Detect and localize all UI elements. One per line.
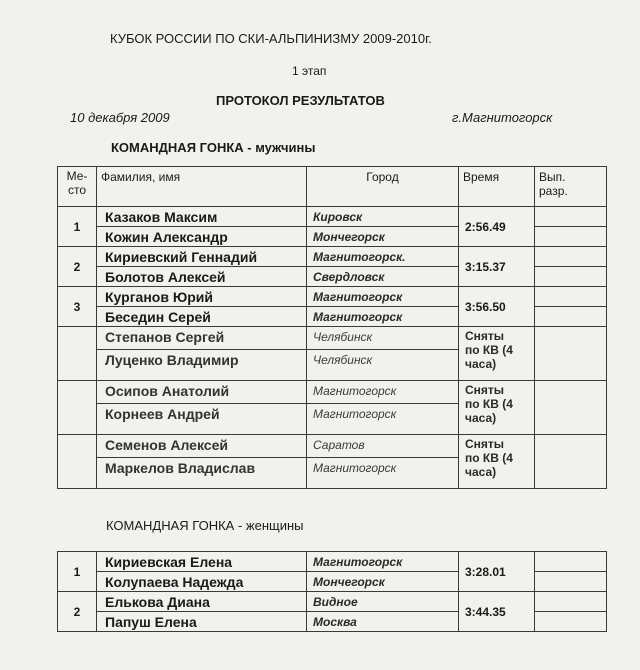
team-time: 3:56.50 <box>459 287 535 327</box>
women-results-table <box>57 551 607 632</box>
table-row <box>58 327 607 350</box>
athlete-city: Кировск <box>307 207 459 227</box>
women-section-title: КОМАНДНАЯ ГОНКА - женщины <box>106 518 304 533</box>
athlete-level <box>535 267 607 287</box>
athlete-city: Саратов <box>307 435 459 458</box>
team-place: 2 <box>58 247 97 287</box>
athlete-level <box>535 612 607 632</box>
table-row <box>58 287 607 307</box>
athlete-city: Видное <box>307 592 459 612</box>
team-place: 1 <box>58 552 97 592</box>
table-row <box>58 381 607 404</box>
team-place <box>58 327 97 381</box>
athlete-name: Колупаева Надежда <box>97 572 307 592</box>
athlete-name: Степанов Сергей <box>97 327 307 350</box>
athlete-level <box>535 287 607 307</box>
athlete-city: Магнитогорск <box>307 552 459 572</box>
table-row <box>58 207 607 227</box>
team-status: Сняты по КВ (4 часа) <box>459 381 535 435</box>
athlete-level <box>535 572 607 592</box>
athlete-name: Осипов Анатолий <box>97 381 307 404</box>
team-time: 2:56.49 <box>459 207 535 247</box>
athlete-city: Магнитогорск <box>307 458 459 489</box>
header-name: Фамилия, имя <box>97 167 307 207</box>
athlete-level <box>535 381 607 435</box>
athlete-level <box>535 307 607 327</box>
table-row <box>58 435 607 458</box>
athlete-name: Беседин Серей <box>97 307 307 327</box>
athlete-name: Семенов Алексей <box>97 435 307 458</box>
athlete-level <box>535 552 607 572</box>
men-section-title: КОМАНДНАЯ ГОНКА - мужчины <box>111 140 316 155</box>
athlete-name: Казаков Максим <box>97 207 307 227</box>
table-row <box>58 592 607 612</box>
athlete-name: Корнеев Андрей <box>97 404 307 435</box>
athlete-city: Мончегорск <box>307 227 459 247</box>
event-location: г.Магнитогорск <box>452 110 553 125</box>
athlete-city: Магнитогорск <box>307 287 459 307</box>
header-time: Время <box>459 167 535 207</box>
event-date: 10 декабря 2009 <box>70 110 170 125</box>
team-place <box>58 435 97 489</box>
athlete-level <box>535 435 607 489</box>
header-level: Вып. разр. <box>535 167 607 207</box>
athlete-city: Челябинск <box>307 350 459 381</box>
team-place: 3 <box>58 287 97 327</box>
athlete-name: Болотов Алексей <box>97 267 307 287</box>
athlete-level <box>535 592 607 612</box>
athlete-city: Магнитогорск. <box>307 247 459 267</box>
stage-label: 1 этап <box>292 64 327 78</box>
athlete-city: Магнитогорск <box>307 307 459 327</box>
team-place <box>58 381 97 435</box>
athlete-city: Москва <box>307 612 459 632</box>
athlete-name: Папуш Елена <box>97 612 307 632</box>
header-city: Город <box>307 167 459 207</box>
athlete-name: Елькова Диана <box>97 592 307 612</box>
header-place: Ме- сто <box>58 167 97 207</box>
team-time: 3:15.37 <box>459 247 535 287</box>
table-row <box>58 552 607 572</box>
athlete-name: Кириевский Геннадий <box>97 247 307 267</box>
athlete-city: Челябинск <box>307 327 459 350</box>
athlete-city: Свердловск <box>307 267 459 287</box>
team-place: 1 <box>58 207 97 247</box>
cup-title: КУБОК РОССИИ ПО СКИ-АЛЬПИНИЗМУ 2009-2010г. <box>110 31 432 46</box>
athlete-name: Маркелов Владислав <box>97 458 307 489</box>
athlete-name: Луценко Владимир <box>97 350 307 381</box>
athlete-level <box>535 227 607 247</box>
athlete-name: Кириевская Елена <box>97 552 307 572</box>
team-status: Сняты по КВ (4 часа) <box>459 435 535 489</box>
athlete-city: Магнитогорск <box>307 381 459 404</box>
athlete-level <box>535 207 607 227</box>
team-status: Сняты по КВ (4 часа) <box>459 327 535 381</box>
athlete-level <box>535 247 607 267</box>
athlete-city: Мончегорск <box>307 572 459 592</box>
team-place: 2 <box>58 592 97 632</box>
protocol-title: ПРОТОКОЛ РЕЗУЛЬТАТОВ <box>216 93 385 108</box>
table-header-row <box>58 167 607 207</box>
athlete-name: Курганов Юрий <box>97 287 307 307</box>
athlete-level <box>535 327 607 381</box>
team-time: 3:44.35 <box>459 592 535 632</box>
table-row <box>58 247 607 267</box>
men-results-table <box>57 166 607 489</box>
athlete-city: Магнитогорск <box>307 404 459 435</box>
team-time: 3:28.01 <box>459 552 535 592</box>
athlete-name: Кожин Александр <box>97 227 307 247</box>
